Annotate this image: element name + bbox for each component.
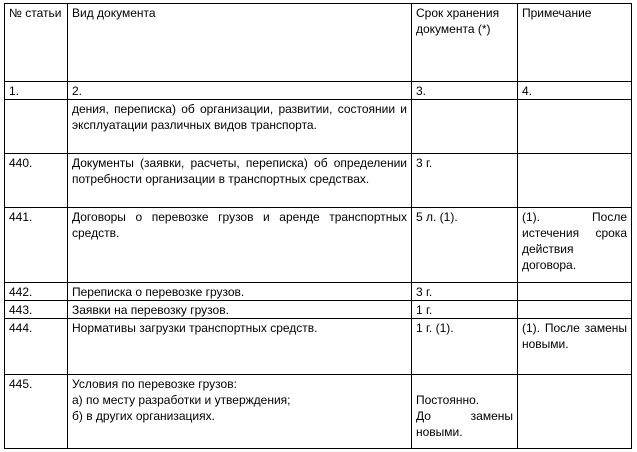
note-cell — [518, 375, 632, 449]
table-row — [5, 208, 632, 283]
doc-type-text: Документы (заявки, расчеты, переписка) об определении потребности организации в транспортных средствах. — [68, 154, 412, 208]
term-a: Постоянно. — [416, 393, 480, 407]
header-number: № статьи — [5, 4, 68, 82]
row-number: 440. — [5, 154, 68, 208]
col-number-2: 2. — [68, 82, 412, 100]
row-number: 443. — [5, 301, 68, 319]
retention-term: 1 г. — [412, 301, 518, 319]
col-number-1: 1. — [5, 82, 68, 100]
row-num-cell — [5, 100, 68, 154]
row-number: 445. — [5, 375, 68, 449]
row-number: 441. — [5, 208, 68, 283]
note-text — [518, 301, 632, 319]
note-text: (1). После замены новыми. — [518, 319, 632, 375]
retention-term: 3 г. — [412, 283, 518, 301]
retention-table — [4, 3, 632, 449]
doc-type-text: Переписка о перевозке грузов. — [68, 283, 412, 301]
continuation-text: дения, переписка) об организации, развитии, состоянии и эксплуатации различных видов транспорта. — [68, 100, 412, 154]
col-number-4: 4. — [518, 82, 632, 100]
doc-item-b: б) в других организациях. — [72, 409, 215, 423]
table-row — [5, 283, 632, 301]
header-doc-type: Вид документа — [68, 4, 412, 82]
table-row — [5, 301, 632, 319]
doc-type-text: Заявки на перевозку грузов. — [68, 301, 412, 319]
term-cell — [412, 100, 518, 154]
table-row — [5, 375, 632, 449]
doc-title: Условия по перевозке грузов: — [72, 377, 237, 391]
note-text — [518, 154, 632, 208]
retention-term: 5 л. (1). — [412, 208, 518, 283]
col-number-3: 3. — [412, 82, 518, 100]
header-retention: Срок хранения документа (*) — [412, 4, 518, 82]
retention-term: 1 г. (1). — [412, 319, 518, 375]
table-header-row — [5, 4, 632, 82]
row-number: 444. — [5, 319, 68, 375]
doc-type-text: Нормативы загрузки транспортных средств. — [68, 319, 412, 375]
row-number: 442. — [5, 283, 68, 301]
table-row — [5, 319, 632, 375]
note-text: (1). После истечения срока действия договора. — [518, 208, 632, 283]
table-row — [5, 100, 632, 154]
doc-item-a: а) по месту разработки и утверждения; — [72, 393, 291, 407]
note-cell — [518, 100, 632, 154]
doc-type-text: Договоры о перевозке грузов и аренде транспортных средств. — [68, 208, 412, 283]
retention-term: 3 г. — [412, 154, 518, 208]
table-row — [5, 154, 632, 208]
doc-type-cell — [68, 375, 412, 449]
term-b: До замены новыми. — [416, 409, 513, 439]
column-numbers-row — [5, 82, 632, 100]
header-note: Примечание — [518, 4, 632, 82]
note-text — [518, 283, 632, 301]
retention-term-cell — [412, 375, 518, 449]
